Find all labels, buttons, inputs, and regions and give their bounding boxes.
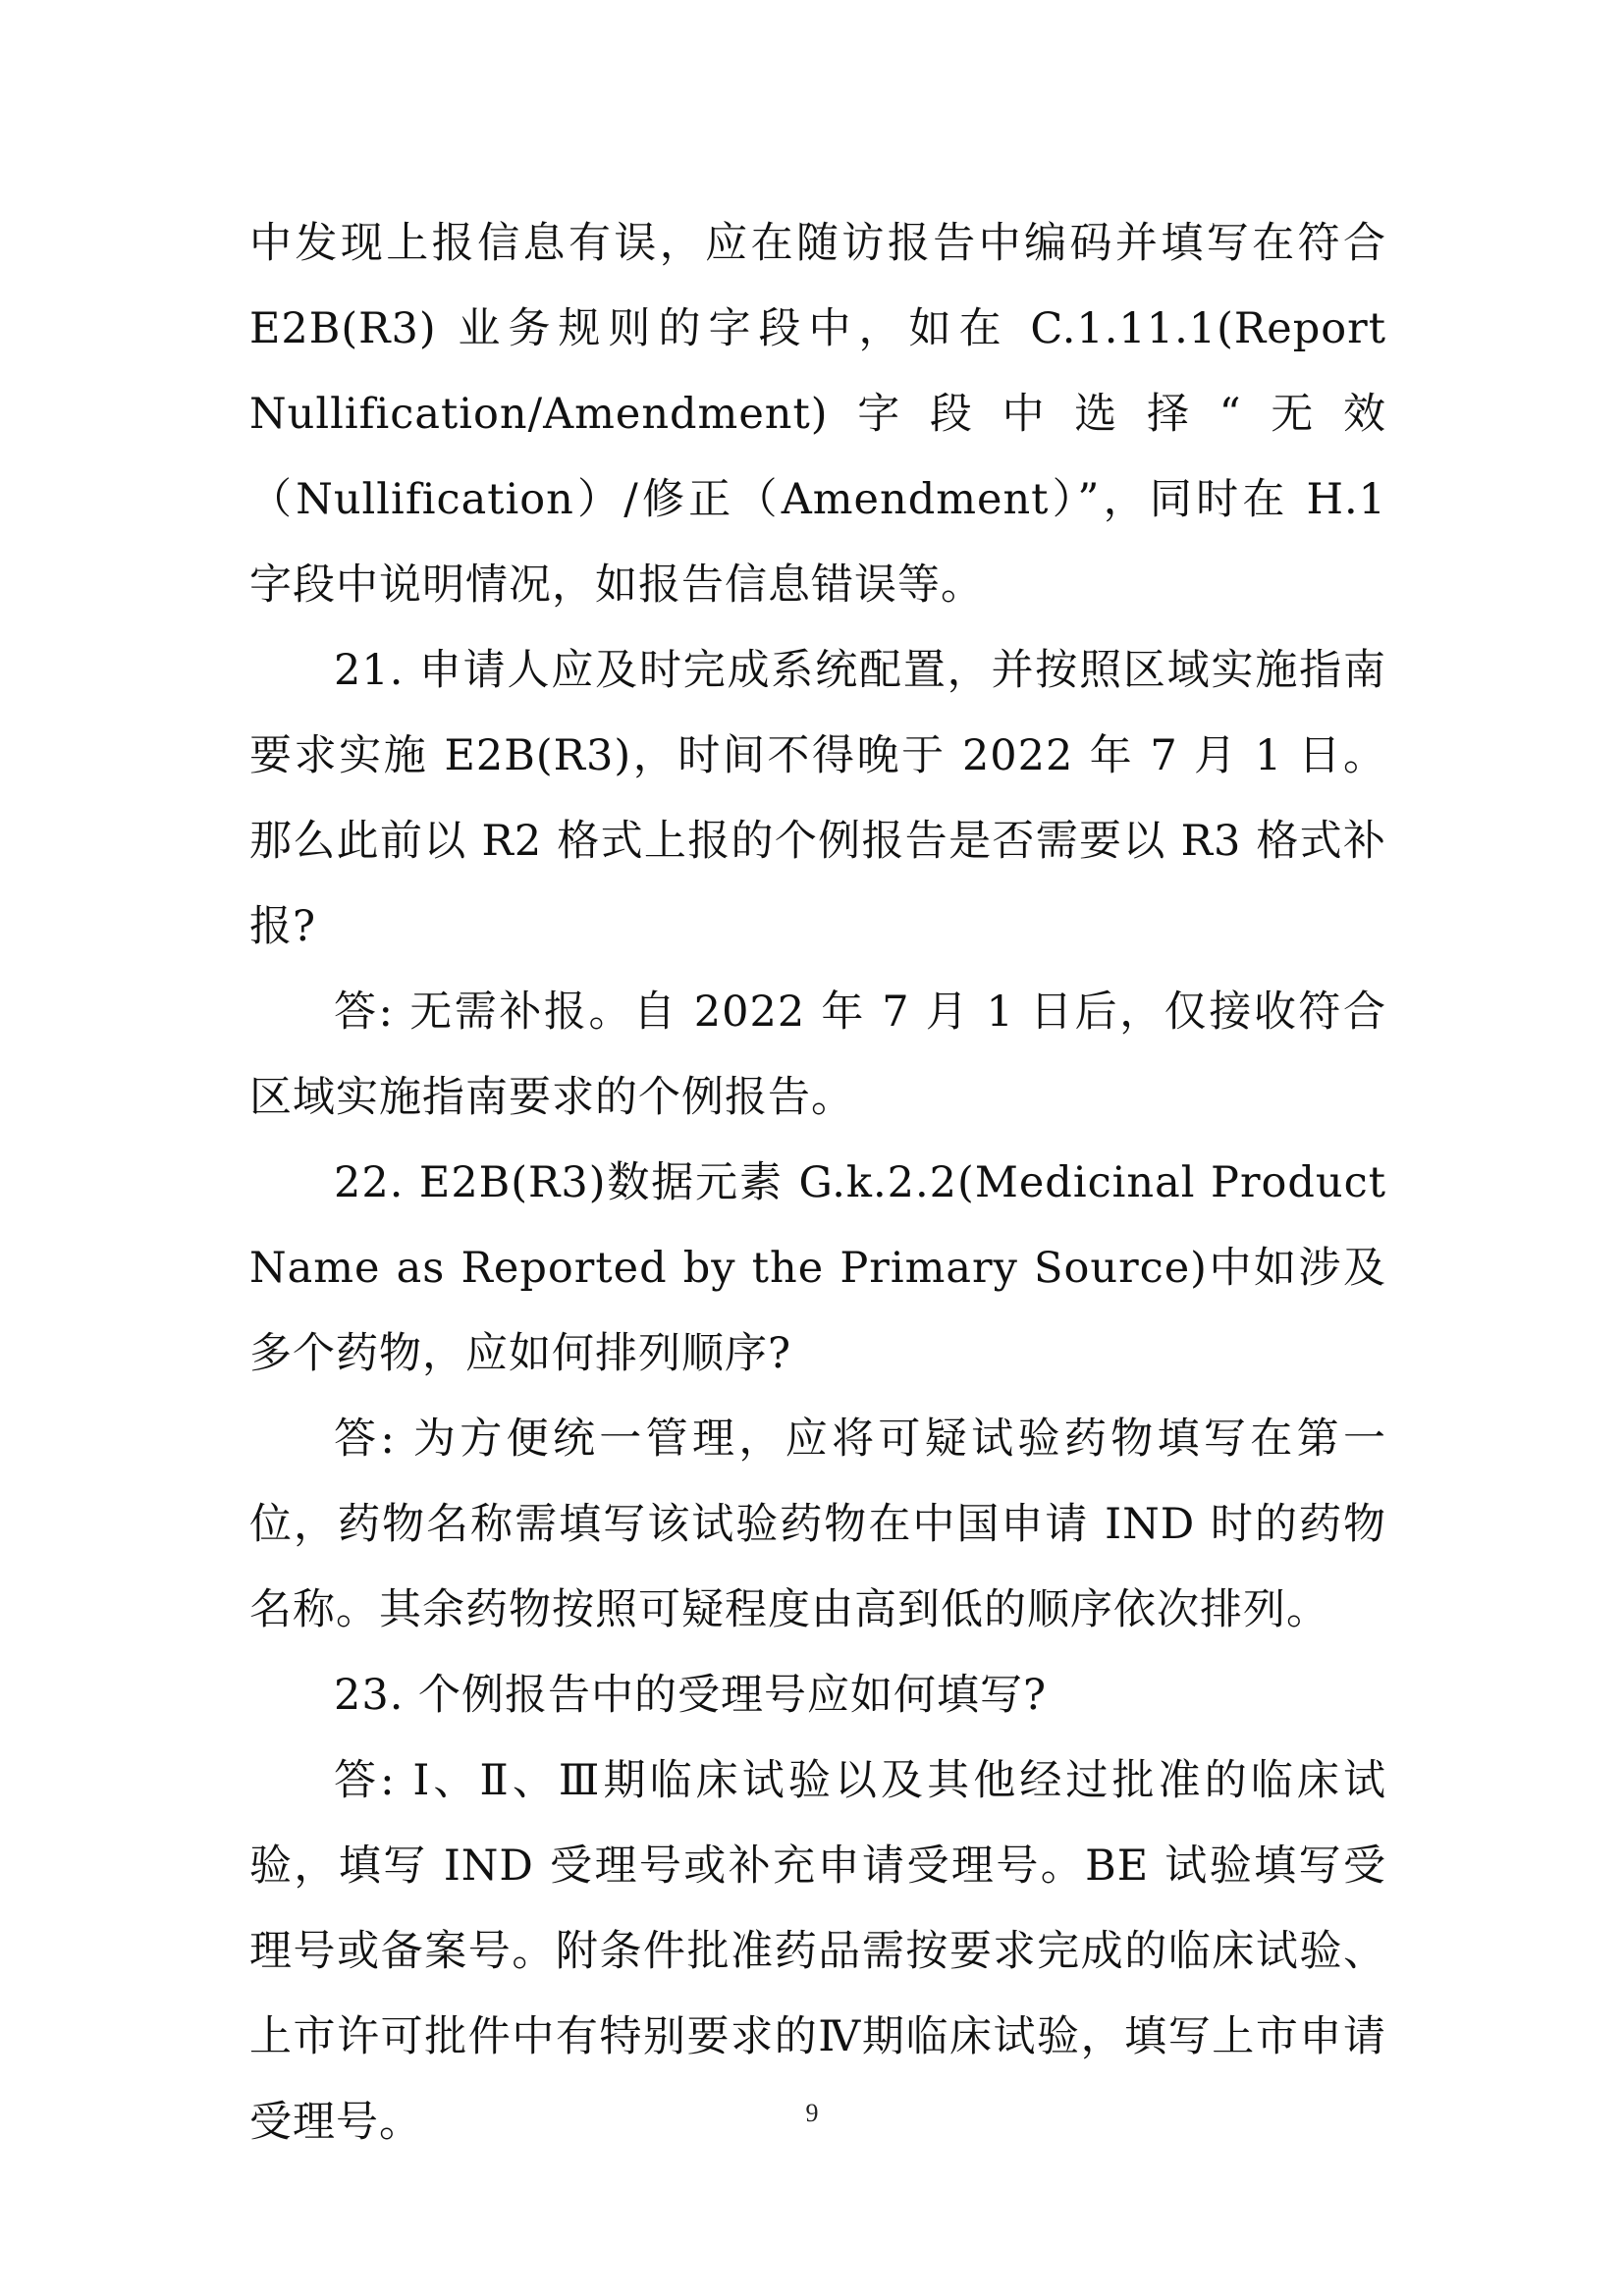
page-number: 9 [805,2099,819,2127]
answer-23: 答: Ⅰ、Ⅱ、Ⅲ期临床试验以及其他经过批准的临床试验，填写 IND 受理号或补充申请受理号。BE 试验填写受理号或备案号。附条件批准药品需按要求完成的临床试验、上市许可批件中有特别要求的Ⅳ期临床试验，填写上市申请受理号。 [249,1756,1386,2147]
question-22: 22. E2B(R3)数据元素 G.k.2.2(Medicinal Product Name as Reported by the Primary Source)中如涉及多个药物，应如何排列顺序? [249,1158,1386,1378]
answer-21: 答: 无需补报。自 2022 年 7 月 1 日后，仅接收符合区域实施指南要求的个例报告。 [249,988,1386,1122]
answer-22: 答: 为方便统一管理，应将可疑试验药物填写在第一位，药物名称需填写该试验药物在中国申请 IND 时的药物名称。其余药物按照可疑程度由高到低的顺序依次排列。 [249,1415,1386,1634]
paragraph-continued: 中发现上报信息有误，应在随访报告中编码并填写在符合E2B(R3) 业务规则的字段中，如在 C.1.11.1(Report Nullification/Amendment)字段中选择“无效（Nullification）/修正（Amendment）”，同时在 H.1 字段中说明情况，如报告信息错误等。 [249,219,1386,610]
question-23: 23. 个例报告中的受理号应如何填写? [334,1671,1048,1720]
body-text [249,201,1386,2165]
question-21: 21. 申请人应及时完成系统配置，并按照区域实施指南要求实施 E2B(R3)，时间不得晚于 2022 年 7 月 1 日。那么此前以 R2 格式上报的个例报告是否需要以 R3 格式补报? [249,646,1386,951]
